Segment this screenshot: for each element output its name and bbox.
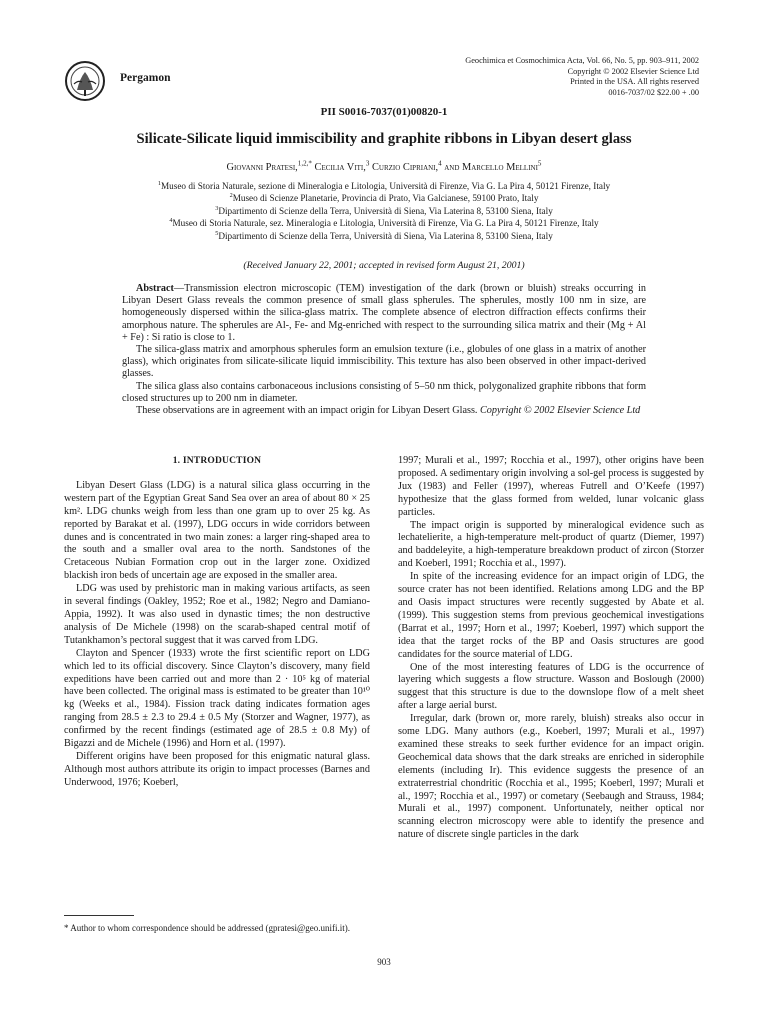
journal-line: Printed in the USA. All rights reserved	[570, 77, 699, 87]
journal-line: Geochimica et Cosmochimica Acta, Vol. 66, No. 5, pp. 903–911, 2002	[465, 56, 699, 65]
right-column	[398, 455, 704, 842]
affiliations	[0, 180, 768, 242]
author-affiliation-mark: 1,2,*	[297, 159, 312, 168]
abstract-label: Abstract	[136, 283, 174, 294]
affiliation-text: Dipartimento di Scienze della Terra, Università di Siena, Via Laterina 8, 53100 Siena, Italy	[218, 230, 553, 241]
abstract-text: —Transmission electron microscopic (TEM) investigation of the dark (brown or bluish) streaks occurring in Libyan Desert Glass reveals the common presence of small glass spherules. The spherules, mostly 100 nm in size, are homogeneously dispersed within the silica-glass matrix. The complete absence of electron diffraction effects confirms their amorphous nature. The spherules are Al-, Fe- and Mg-enriched with respect to the surrounding silica matrix and their (Mg + Al + Fe) : Si ratio is close to 1.	[122, 283, 646, 343]
affiliation-line	[0, 217, 768, 229]
elsevier-tree-logo-icon	[64, 60, 106, 102]
footnote-divider	[64, 915, 134, 916]
body-paragraph: LDG was used by prehistoric man in making various artifacts, as seen in several findings (Oakley, 1952; Roe et al., 1982; Negro and Damiano-Appia, 1992). It was also used in dynastic times; the non destructive analysis of De Michele (1998) on the scarab-shaped central motif of Tutankhamon’s pectoral suggest that it was carved from LDG.	[64, 583, 370, 646]
left-column	[64, 455, 370, 790]
received-dates: (Received January 22, 2001; accepted in revised form August 21, 2001)	[243, 260, 525, 271]
affiliation-text: Museo di Storia Naturale, sez. Mineralogia e Litologia, Università di Firenze, Via G. La Pira 4, 50121 Firenze, Italy	[172, 218, 599, 229]
affiliation-text: Museo di Storia Naturale, sezione di Mineralogia e Litologia, Università di Firenze, Via G. La Pira 4, 50121 Firenze, Italy	[161, 181, 611, 191]
page-number: 903	[377, 957, 391, 967]
author-affiliation-mark: 4	[438, 159, 442, 168]
author-affiliation-mark: 3	[365, 159, 370, 168]
author-affiliation-mark: 5	[537, 159, 542, 168]
body-paragraph: The impact origin is supported by mineralogical evidence such as lechatelierite, a high-temperature melt-product of quartz (Diemer, 1997) and baddeleyite, a high-temperature breakdown product of zircon (Storzer and Koeberl, 1991; Rocchia et al., 1997).	[398, 519, 704, 570]
body-paragraph: In spite of the increasing evidence for an impact origin of LDG, the source crater has not been identified. Relations among LDG and the BP and Oasis impact structures were recently suggested by Abate et al. (1999). This suggestion stems from previous geochemical investigations (Barrat et al., 1997; Horn et al., 1997; Koeberl, 1997) which support the idea that the target rocks of the BP and Oasis structures are good candidates for the source material of LDG.	[398, 571, 704, 660]
publisher-name: Pergamon	[120, 72, 171, 84]
journal-line: Copyright © 2002 Elsevier Science Ltd	[567, 66, 699, 76]
affiliation-mark: 2	[229, 192, 233, 200]
affiliation-line	[0, 192, 768, 204]
author-name: and Marcello Mellini	[444, 162, 538, 173]
body-paragraph: One of the most interesting features of LDG is the occurrence of layering which suggests a flow structure. Wasson and Boslough (2000) suggest that this structure is due to the downslope flow of a melt sheet after a large aerial burst.	[398, 661, 704, 712]
affiliation-line	[0, 230, 768, 242]
journal-line: 0016-7037/02 $22.00 + .00	[608, 87, 699, 97]
author-name: Cecilia Viti,	[314, 162, 366, 173]
section-heading-introduction: 1. INTRODUCTION	[172, 456, 262, 466]
abstract-paragraph: The silica-glass matrix and amorphous spherules form an emulsion texture (i.e., globules of one glass in a matrix of another glass), which originates from silicate-silicate liquid immiscibility. This texture has also been observed in other impact-derived glasses.	[122, 344, 646, 380]
abstract-paragraph	[122, 283, 646, 344]
author-name: Curzio Cipriani,	[372, 162, 439, 173]
journal-info	[465, 56, 699, 98]
correspondence-footnote: * Author to whom correspondence should be addressed (gpratesi@geo.unifi.it).	[64, 923, 350, 933]
body-paragraph: Libyan Desert Glass (LDG) is a natural silica glass occurring in the western part of the Egyptian Great Sand Sea over an area of about 80 × 25 km². LDG chunks weigh from less than one gram up to over 25 kg. As reported by Barakat et al. (1997), LDG occurs in wide corridors between dunes and is concentrated in two main zones: a larger ring-shaped area to the south and a smaller oval area to the north. Sandstones of the Cretaceous Nubian Formation crop out in the larger zone. Oxidized blackish iron beds of uncertain age are exposed in the smaller area.	[64, 479, 370, 582]
affiliation-line	[0, 205, 768, 217]
abstract-paragraph: The silica glass also contains carbonaceous inclusions consisting of 5–50 nm thick, polygonalized graphite ribbons that form closed structures up to 200 nm in diameter.	[122, 380, 646, 404]
abstract-copyright: Copyright © 2002 Elsevier Science Ltd	[480, 405, 641, 417]
pii-identifier: PII S0016-7037(01)00820-1	[320, 106, 448, 118]
affiliation-text: Dipartimento di Scienze della Terra, Università di Siena, Via Laterina 8, 53100 Siena, Italy	[218, 205, 553, 216]
affiliation-mark: 3	[215, 204, 219, 212]
abstract-paragraph	[122, 405, 646, 417]
author-list	[0, 159, 768, 173]
affiliation-mark: 4	[169, 217, 173, 225]
body-paragraph: 1997; Murali et al., 1997; Rocchia et al., 1997), other origins have been proposed. A sedimentary origin involving a sol-gel process is suggested by Jux (1983) and Feller (1997), whereas Futrell and O’Keefe (1997) hypothesize that the glass formed from welded, lunar volcanic glass particles.	[398, 455, 704, 518]
abstract	[122, 283, 646, 417]
affiliation-mark: 5	[215, 229, 219, 237]
body-paragraph: Irregular, dark (brown or, more rarely, bluish) streaks also occur in some LDG. Many authors (e.g., Koeberl, 1997; Murali et al., 1997) examined these streaks to seek further evidence for an impact origin. Geochemical data shows that the dark streaks are enriched in siderophile elements (including Ir). This evidence suggests the presence of an extraterrestrial chondritic (Rocchia et al., 1995; Koeberl, 1997; Murali et al., 1997; Rocchia et al., 1997) or cometary (Seebaugh and Strauss, 1984; Murali et al., 1997) component. Unfortunately, neither optical nor scanning electron microscopy were able to identify the presence and nature of discrete single particles in the dark	[398, 713, 704, 841]
affiliation-line	[0, 180, 768, 192]
body-paragraph: Different origins have been proposed for this enigmatic natural glass. Although most authors attribute its origin to impact processes (Barnes and Underwood, 1976; Koeberl,	[64, 750, 370, 788]
affiliation-text: Museo di Scienze Planetarie, Provincia di Prato, Via Galcianese, 59100 Prato, Italy	[232, 193, 539, 204]
author-name: Giovanni Pratesi,	[226, 162, 298, 173]
abstract-text: These observations are in agreement with an impact origin for Libyan Desert Glass.	[136, 405, 478, 417]
body-paragraph: Clayton and Spencer (1933) wrote the first scientific report on LDG which led to its official discovery. Since Clayton’s discovery, many field expeditions have been carried out and more than 2 · 10⁵ kg of material have been collected. The original mass is estimated to be greater than 10¹⁰ kg (Weeks et al., 1984). Fission track dating indicates formation ages ranging from 28.5 ± 2.3 to 29.4 ± 0.5 My (Storzer and Wagner, 1977), as confirmed by the recent findings (estimated age of 28.5 ± 0.8 My) of Bigazzi and de Michele (1996) and Horn et al. (1997).	[64, 647, 370, 750]
affiliation-mark: 1	[157, 179, 162, 187]
paper-title: Silicate-Silicate liquid immiscibility and graphite ribbons in Libyan desert glass	[136, 131, 632, 147]
